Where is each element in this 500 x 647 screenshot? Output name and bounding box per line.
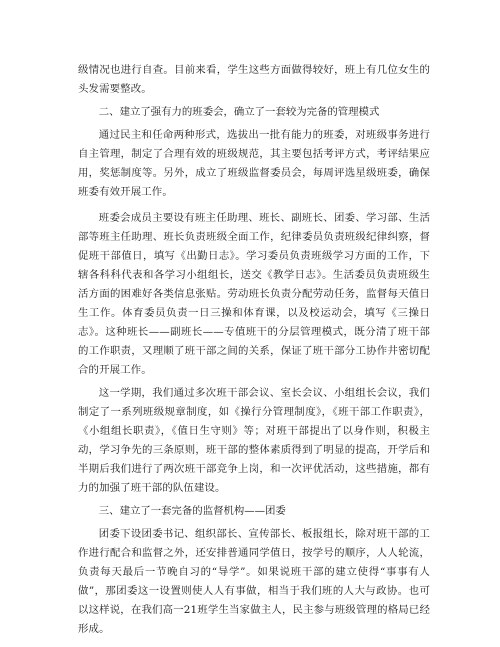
paragraph-semester-rules: 这一学期，我们通过多次班干部会议、室长会议、小组组长会议，我们制定了一系列班级规章制度，如《操行分管理制度》，《班干部工作职责》，《小组组长职责》，《值日生守则》等；对班干部提出了以身作则，积极主动，学习争先的三条原则，班干部的整体素质得到了明显的提高，开学后和半期后我们进行了两次班干部竞争上岗，和一次评优活动，这些措施，都有力的加强了班干部的队伍建设。 [78, 387, 430, 494]
section-heading-3: 三、建立了一套完备的监督机构——团委 [98, 505, 286, 517]
document-body [78, 61, 430, 639]
paragraph-league-committee: 团委下设团委书记、组织部长、宣传部长、板报组长，除对班干部的工作进行配合和监督之外，还安排普通同学值日，按学号的顺序，人人轮流，负责每天最后一节晚自习的“导学”。如果说班干部的建立使得“事事有人做”，那团委这一设置则使人人有事做，相当于我们班的人大与政协。也可以这样说，在我们高一21班学生当家做主人，民主参与班级管理的格局已经形成。 [78, 528, 430, 635]
section-heading-2: 二、建立了强有力的班委会，确立了一套较为完备的管理模式 [98, 106, 380, 118]
paragraph-class-committee: 通过民主和任命两种形式，选拔出一批有能力的班委，对班级事务进行自主管理，制定了合理有效的班级规范，其主要包括考评方式，考评结果应用，奖惩制度等。另外，成立了班级监督委员会，每周评选星级班委，确保班委有效开展工作。 [78, 129, 430, 198]
paragraph-continued: 级情况也进行自查。目前来看，学生这些方面做得较好，班上有几位女生的头发需要整改。 [78, 64, 430, 95]
paragraph-committee-members: 班委会成员主要设有班主任助理、班长、副班长、团委、学习部、生活部等班主任助理、班长负责班级全面工作，纪律委员负责班级纪律纠察，督促班干部值日，填写《出勤日志》。学习委员负责班级学习方面的工作，下辖各科科代表和各学习小组组长，送交《教学日志》。生活委员负责班级生活方面的困难好各类信息张贴。劳动班长负责分配劳动任务，监督每天值日生工作。体育委员负责一日三操和体育课，以及校运动会，填写《三操日志》。这种班长——副班长——专值班干的分层管理模式，既分清了班干部的工作职责，又理顺了班干部之间的关系，保证了班干部分工协作井密切配合的开展工作。 [78, 212, 430, 376]
